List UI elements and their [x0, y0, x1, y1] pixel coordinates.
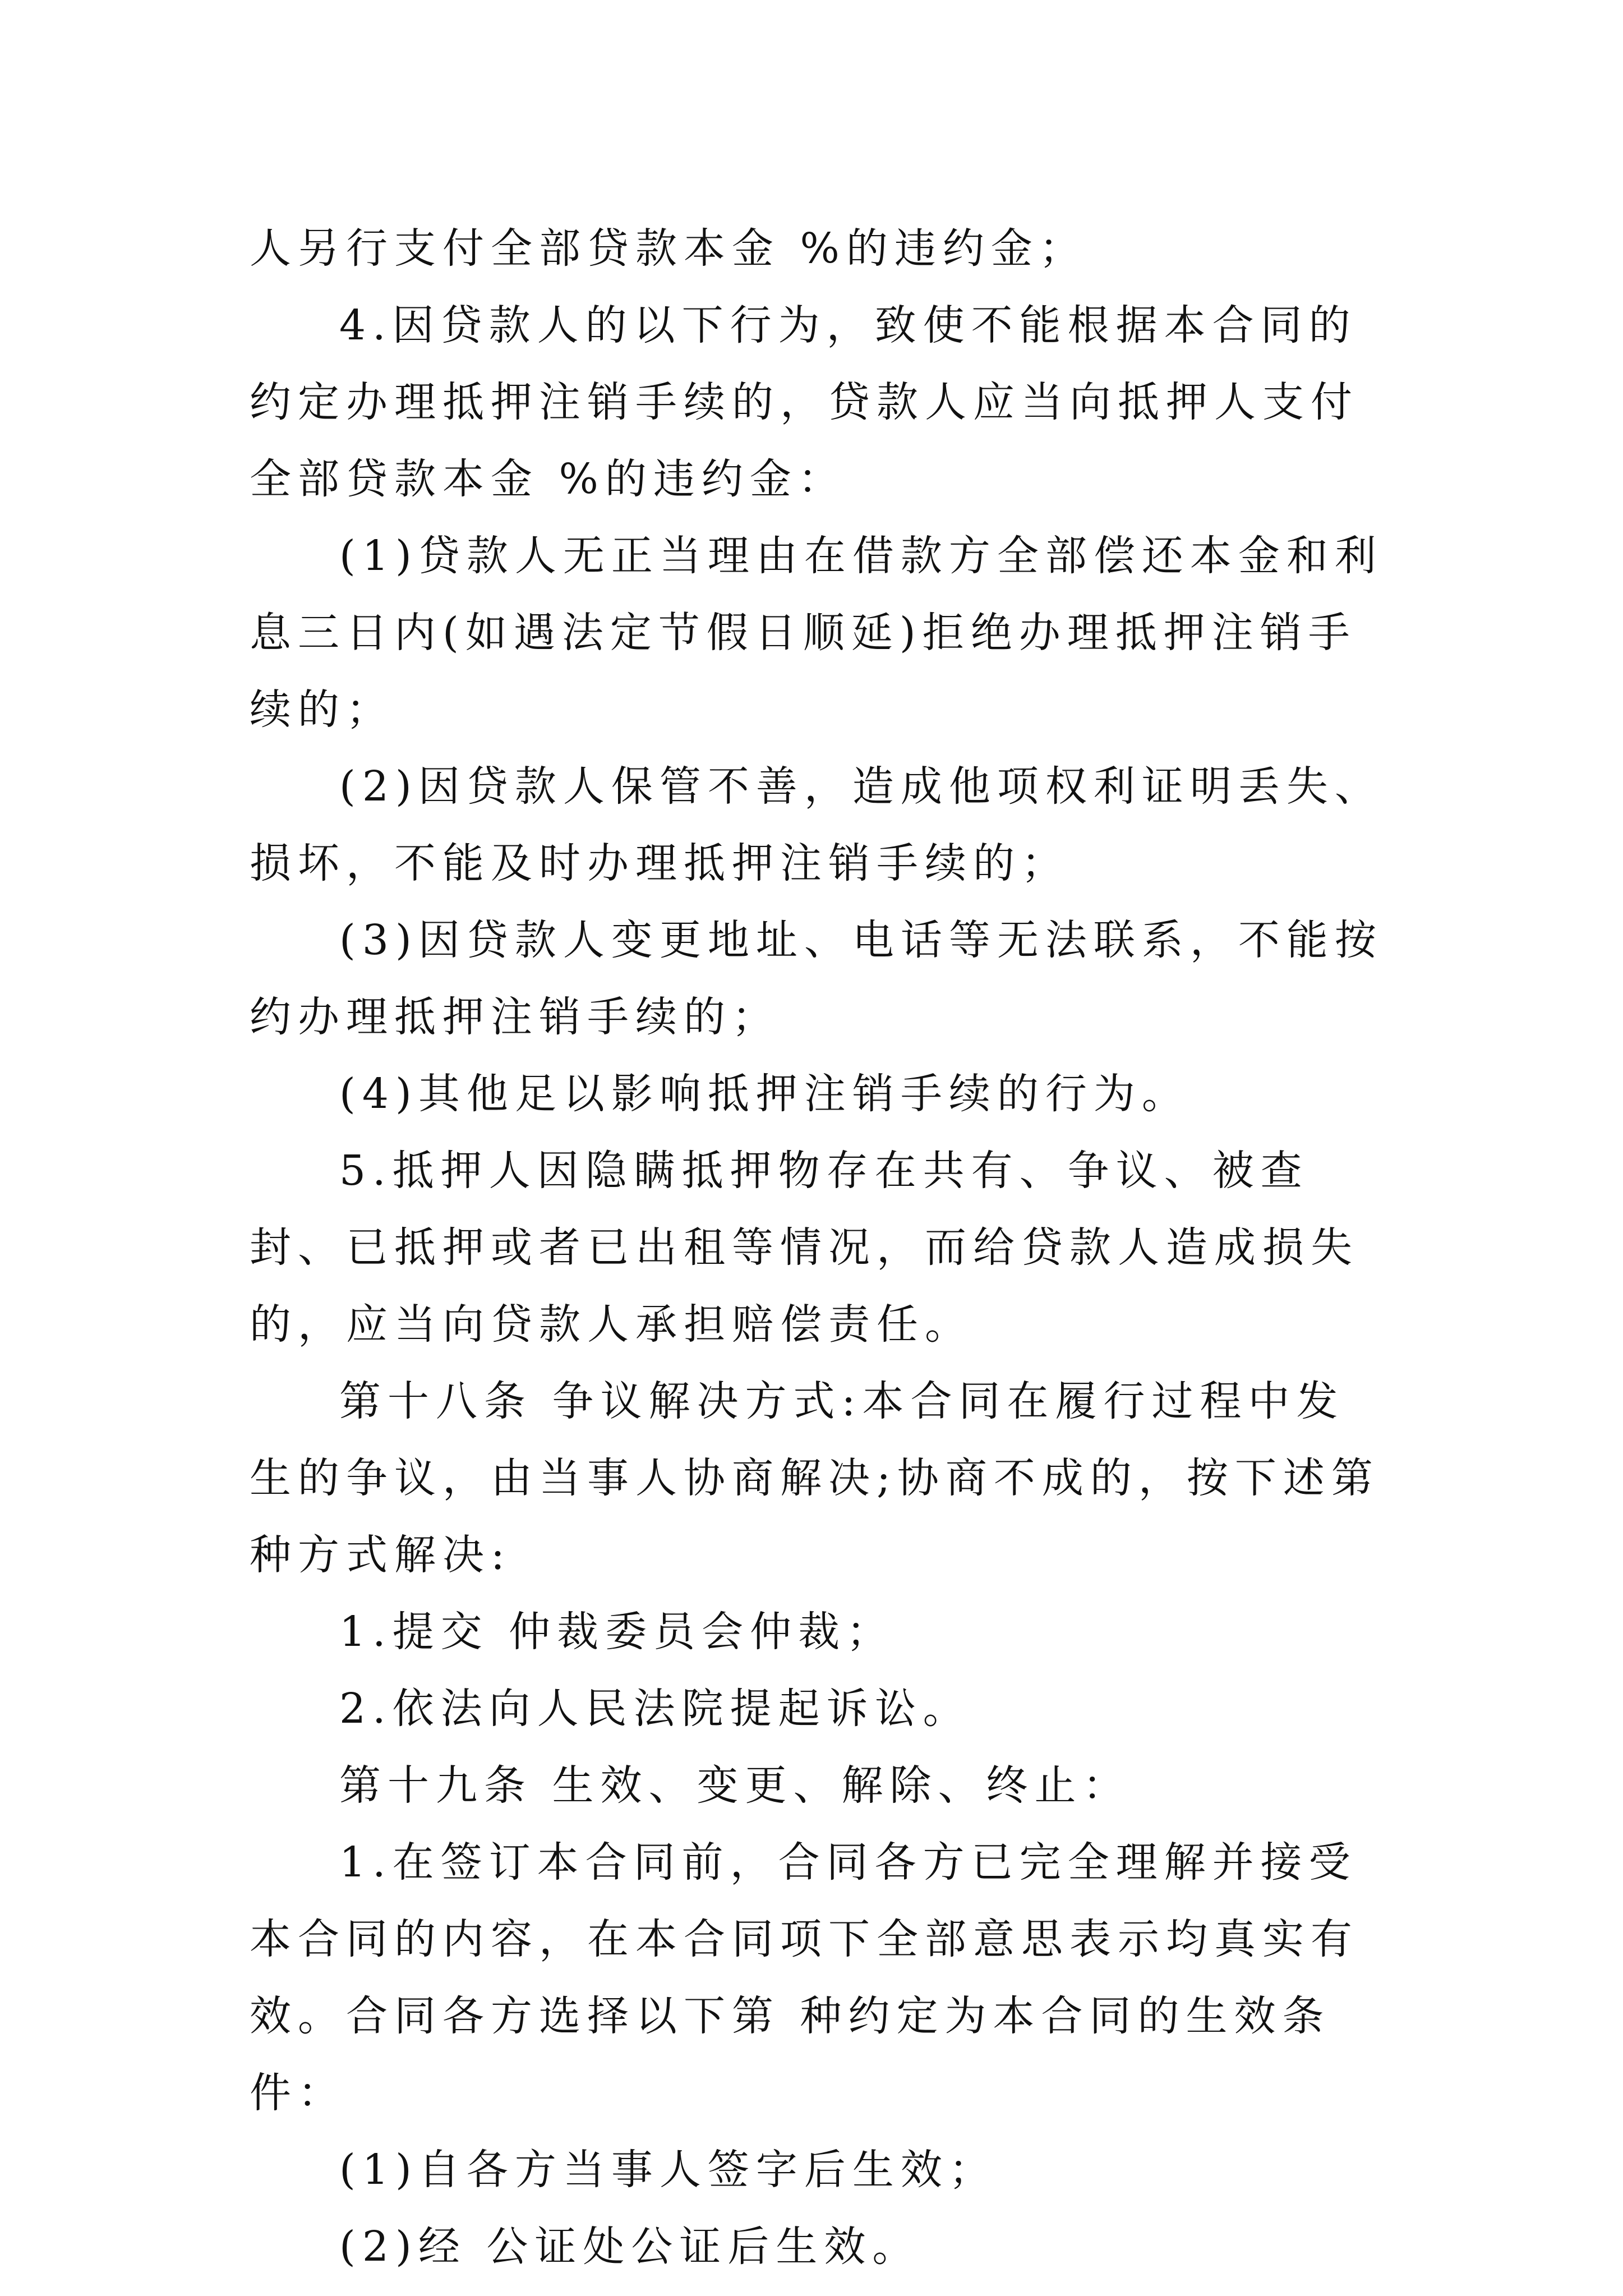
paragraph-article-19: 第十九条 生效、变更、解除、终止：: [339, 1761, 1131, 1810]
paragraph-subitem-3: (3)因贷款人变更地址、电话等无法联系，不能按约办理抵押注销手续的；: [250, 916, 1383, 1041]
paragraph-arbitration-option: 1.提交 仲裁委员会仲裁；: [339, 1608, 895, 1656]
paragraph-article-18: 第十八条 争议解决方式:本合同在履行过程中发生的争议，由当事人协商解决;协商不成的，按下述第 种方式解决:: [250, 1377, 1380, 1579]
paragraph-item-5: 5.抵押人因隐瞒抵押物存在共有、争议、被查封、已抵押或者已出租等情况，而给贷款人造成损失的，应当向贷款人承担赔偿责任。: [250, 1147, 1359, 1349]
paragraph-effect-subitem-2: (2)经 公证处公证后生效。: [339, 2223, 921, 2271]
paragraph-item-4: 4.因贷款人的以下行为，致使不能根据本合同的约定办理抵押注销手续的，贷款人应当向抵押人支付全部贷款本金 %的违约金：: [250, 301, 1359, 503]
paragraph-litigation-option: 2.依法向人民法院提起诉讼。: [339, 1685, 971, 1733]
paragraph-effect-subitem-1: (1)自各方当事人签字后生效；: [339, 2146, 997, 2194]
paragraph-subitem-4: (4)其他足以影响抵押注销手续的行为。: [339, 1070, 1190, 1118]
paragraph-penalty-continuation: 人另行支付全部贷款本金 %的违约金；: [250, 224, 1087, 273]
paragraph-subitem-1: (1)贷款人无正当理由在借款方全部偿还本金和利息三日内(如遇法定节假日顺延)拒绝办理抵押注销手续的；: [250, 532, 1383, 734]
paragraph-subitem-2: (2)因贷款人保管不善，造成他项权利证明丢失、损坏，不能及时办理抵押注销手续的；: [250, 762, 1383, 887]
document-body: [250, 210, 1388, 2285]
paragraph-effect-item-1: 1.在签订本合同前，合同各方已完全理解并接受本合同的内容，在本合同项下全部意思表示均真实有效。合同各方选择以下第 种约定为本合同的生效条件：: [250, 1838, 1359, 2117]
